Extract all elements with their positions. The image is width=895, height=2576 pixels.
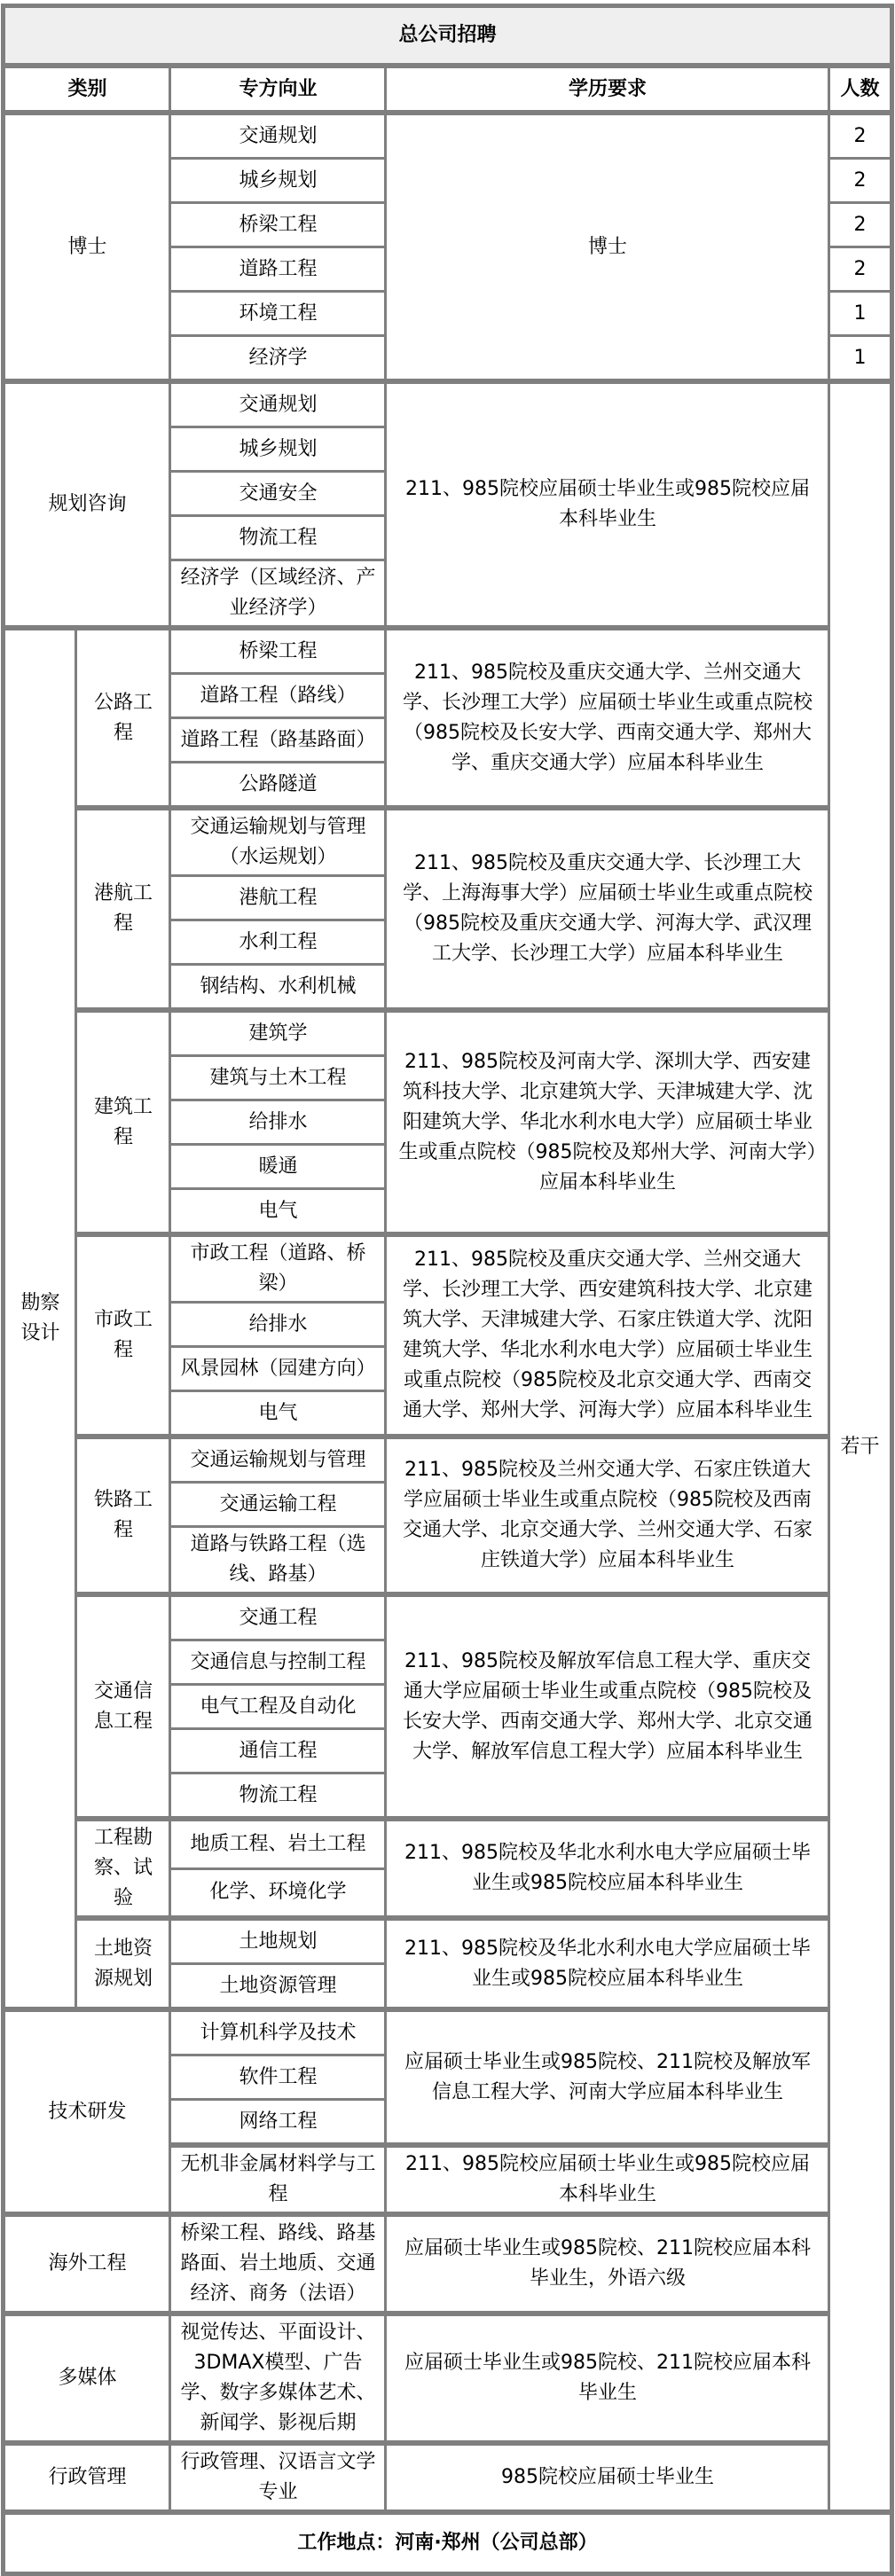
subgroup-cell: 公路工程 [76, 628, 170, 808]
major-cell: 交通运输规划与管理 [170, 1437, 386, 1483]
major-cell: 暖通 [170, 1145, 386, 1189]
major-cell: 计算机科学及技术 [170, 2009, 386, 2055]
major-cell: 市政工程（道路、桥梁） [170, 1234, 386, 1303]
major-cell: 交通安全 [170, 472, 386, 516]
subgroup-cell: 市政工程 [76, 1234, 170, 1437]
major-cell: 视觉传达、平面设计、3DMAX模型、广告学、数字多媒体艺术、新闻学、影视后期 [170, 2314, 386, 2443]
education-cell: 博士 [386, 113, 829, 381]
education-cell: 应届硕士毕业生或985院校、211院校应届本科毕业生，外语六级 [386, 2214, 829, 2314]
education-cell: 211、985院校及重庆交通大学、兰州交通大学、长沙理工大学、西安建筑科技大学、北京建筑大学、天津城建大学、石家庄铁道大学、沈阳建筑大学、华北水利水电大学）应届硕士毕业生或重点院校（985院校及北京交通大学、西南交通大学、郑州大学、河海大学）应届本科毕业生 [386, 1234, 829, 1437]
recruit-table-body [4, 113, 891, 2512]
major-cell: 化学、环境化学 [170, 1868, 386, 1918]
subgroup-cell: 铁路工程 [76, 1437, 170, 1594]
major-cell: 无机非金属材料学与工程 [170, 2145, 386, 2214]
major-cell: 给排水 [170, 1100, 386, 1145]
major-cell: 土地规划 [170, 1918, 386, 1964]
education-cell: 211、985院校及解放军信息工程大学、重庆交通大学应届硕士毕业生或重点院校（985院校及长安大学、西南交通大学、郑州大学、北京交通大学、解放军信息工程大学）应届本科毕业生 [386, 1594, 829, 1819]
major-cell: 道路工程（路线） [170, 674, 386, 718]
major-cell: 网络工程 [170, 2100, 386, 2146]
subgroup-cell: 交通信息工程 [76, 1594, 170, 1819]
header-education: 学历要求 [386, 66, 829, 113]
major-cell: 公路隧道 [170, 763, 386, 809]
major-cell: 交通工程 [170, 1594, 386, 1640]
table-row [4, 1010, 891, 1056]
major-cell: 物流工程 [170, 516, 386, 560]
major-cell: 电气工程及自动化 [170, 1685, 386, 1729]
table-row [4, 1594, 891, 1640]
major-cell: 桥梁工程 [170, 203, 386, 247]
category-cell: 多媒体 [4, 2314, 170, 2443]
education-cell: 应届硕士毕业生或985院校、211院校及解放军信息工程大学、河南大学应届本科毕业生 [386, 2009, 829, 2145]
table-row [4, 2214, 891, 2314]
table-title-row [4, 6, 891, 67]
major-cell: 道路工程 [170, 247, 386, 292]
subgroup-cell: 土地资源规划 [76, 1918, 170, 2009]
category-cell: 技术研发 [4, 2009, 170, 2214]
major-cell: 环境工程 [170, 292, 386, 336]
count-cell: 1 [829, 336, 891, 382]
education-cell: 211、985院校及河南大学、深圳大学、西安建筑科技大学、北京建筑大学、天津城建大学、沈阳建筑大学、华北水利水电大学）应届硕士毕业生或重点院校（985院校及郑州大学、河南大学）应届本科毕业生 [386, 1010, 829, 1234]
major-cell: 交通信息与控制工程 [170, 1640, 386, 1685]
major-cell: 桥梁工程 [170, 628, 386, 674]
education-cell: 211、985院校及华北水利水电大学应届硕士毕业生或985院校应届本科毕业生 [386, 1819, 829, 1918]
count-cell: 2 [829, 247, 891, 292]
table-row [4, 381, 891, 427]
major-cell: 城乡规划 [170, 427, 386, 472]
education-cell: 211、985院校及兰州交通大学、石家庄铁道大学应届硕士毕业生或重点院校（985院校及西南交通大学、北京交通大学、兰州交通大学、石家庄铁道大学）应届本科毕业生 [386, 1437, 829, 1594]
table-header-row [4, 66, 891, 113]
major-cell: 港航工程 [170, 876, 386, 920]
table-row [4, 2314, 891, 2443]
education-cell: 应届硕士毕业生或985院校、211院校应届本科毕业生 [386, 2314, 829, 2443]
major-cell: 电气 [170, 1391, 386, 1437]
education-cell: 211、985院校应届硕士毕业生或985院校应届本科毕业生 [386, 2145, 829, 2214]
major-cell: 软件工程 [170, 2055, 386, 2100]
major-cell: 钢结构、水利机械 [170, 965, 386, 1011]
major-cell: 经济学（区域经济、产业经济学） [170, 560, 386, 629]
table-row [4, 113, 891, 159]
major-cell: 风景园林（园建方向） [170, 1347, 386, 1391]
table-row [4, 1437, 891, 1483]
major-cell: 交通运输规划与管理（水运规划） [170, 808, 386, 876]
subgroup-cell: 港航工程 [76, 808, 170, 1010]
major-cell: 交通规划 [170, 113, 386, 159]
major-cell: 电气 [170, 1189, 386, 1235]
education-cell: 211、985院校及华北水利水电大学应届硕士毕业生或985院校应届本科毕业生 [386, 1918, 829, 2009]
table-row [4, 2443, 891, 2512]
count-cell: 2 [829, 203, 891, 247]
footer-location: 工作地点：河南·郑州（公司总部） [4, 2512, 891, 2574]
major-cell: 地质工程、岩土工程 [170, 1819, 386, 1868]
category-cell: 行政管理 [4, 2443, 170, 2512]
table-title: 总公司招聘 [4, 6, 891, 67]
major-cell: 经济学 [170, 336, 386, 382]
major-cell: 土地资源管理 [170, 1964, 386, 2010]
subgroup-cell: 建筑工程 [76, 1010, 170, 1234]
table-row [4, 2009, 891, 2055]
major-cell: 交通运输工程 [170, 1483, 386, 1527]
major-cell: 行政管理、汉语言文学专业 [170, 2443, 386, 2512]
education-cell: 211、985院校应届硕士毕业生或985院校应届本科毕业生 [386, 381, 829, 628]
category-cell: 博士 [4, 113, 170, 381]
header-category: 类别 [4, 66, 170, 113]
count-cell: 1 [829, 292, 891, 336]
table-row [4, 1819, 891, 1868]
major-cell: 桥梁工程、路线、路基路面、岩土地质、交通经济、商务（法语） [170, 2214, 386, 2314]
major-cell: 通信工程 [170, 1729, 386, 1773]
table-row [4, 1234, 891, 1303]
category-cell: 勘察设计 [4, 628, 76, 2009]
table-row [4, 628, 891, 674]
major-cell: 城乡规划 [170, 159, 386, 203]
major-cell: 交通规划 [170, 381, 386, 427]
education-cell: 211、985院校及重庆交通大学、兰州交通大学、长沙理工大学）应届硕士毕业生或重点院校（985院校及长安大学、西南交通大学、郑州大学、重庆交通大学）应届本科毕业生 [386, 628, 829, 808]
table-footer-row [4, 2512, 891, 2574]
education-cell: 985院校应届硕士毕业生 [386, 2443, 829, 2512]
major-cell: 道路与铁路工程（选线、路基） [170, 1527, 386, 1595]
recruitment-table [1, 4, 893, 2576]
major-cell: 水利工程 [170, 920, 386, 965]
major-cell: 建筑学 [170, 1010, 386, 1056]
subgroup-cell: 工程勘察、试验 [76, 1819, 170, 1918]
header-count: 人数 [829, 66, 891, 113]
major-cell: 建筑与土木工程 [170, 1056, 386, 1100]
major-cell: 给排水 [170, 1303, 386, 1347]
header-major: 专方向业 [170, 66, 386, 113]
count-cell: 2 [829, 159, 891, 203]
merged-count-cell: 若干 [829, 381, 891, 2512]
education-cell: 211、985院校及重庆交通大学、长沙理工大学、上海海事大学）应届硕士毕业生或重点院校（985院校及重庆交通大学、河海大学、武汉理工大学、长沙理工大学）应届本科毕业生 [386, 808, 829, 1010]
table-row [4, 808, 891, 876]
count-cell: 2 [829, 113, 891, 159]
category-cell: 海外工程 [4, 2214, 170, 2314]
table-row [4, 1918, 891, 1964]
major-cell: 道路工程（路基路面） [170, 718, 386, 763]
major-cell: 物流工程 [170, 1773, 386, 1820]
category-cell: 规划咨询 [4, 381, 170, 628]
